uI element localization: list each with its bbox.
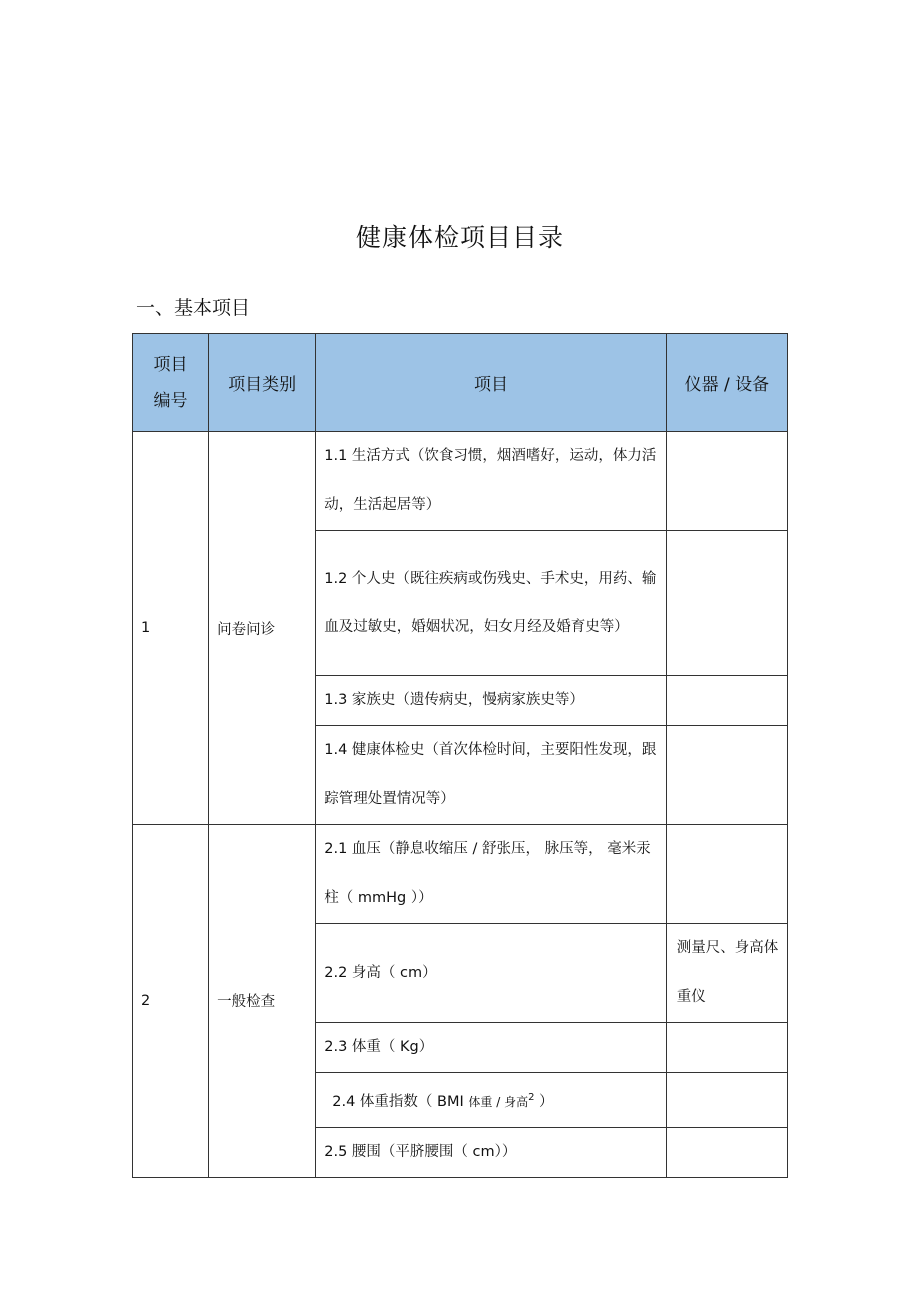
header-category: 项目类别 [209,334,316,432]
table-row [133,825,788,924]
table-header-row [133,334,788,432]
item-text: 2.1 血压（静息收缩压 / 舒张压， 脉压等， 毫米汞柱（ mmHg ）） [316,825,667,924]
group-category: 问卷问诊 [209,432,316,825]
item-device [666,825,787,924]
item-device [666,1127,787,1177]
group-number: 2 [133,825,209,1178]
item-device [666,726,787,825]
item-text: 2.3 体重（ Kg） [316,1023,667,1073]
group-category: 一般检查 [209,825,316,1178]
item-text: 1.4 健康体检史（首次体检时间，主要阳性发现，跟踪管理处置情况等） [316,726,667,825]
group-number: 1 [133,432,209,825]
item-text: 1.1 生活方式（饮食习惯，烟酒嗜好，运动，体力活动，生活起居等） [316,432,667,531]
item-device [666,432,787,531]
document-title: 健康体检项目目录 [355,223,564,252]
item-text: 1.2 个人史（既往疾病或伤残史、手术史，用药、输血及过敏史，婚姻状况，妇女月经及婚育史等） [316,531,667,676]
item-text: 2.4 体重指数（ BMI 体重 / 身高$^2$ ） [316,1073,667,1128]
item-device: 测量尺、身高体重仪 [666,924,787,1023]
exam-items-table [132,333,788,1178]
item-text: 2.5 腰围（平脐腰围（ cm）） [316,1127,667,1177]
header-item: 项目 [316,334,667,432]
item-text: 2.2 身高（ cm） [316,924,667,1023]
item-text: 1.3 家族史（遗传病史，慢病家族史等） [316,676,667,726]
header-item-number: 项目 编号 [133,334,209,432]
item-device [666,1073,787,1128]
table-row [133,432,788,531]
section-heading: 一、基本项目 [136,297,251,319]
header-device: 仪器 / 设备 [666,334,787,432]
item-device [666,1023,787,1073]
item-device [666,676,787,726]
item-device [666,531,787,676]
